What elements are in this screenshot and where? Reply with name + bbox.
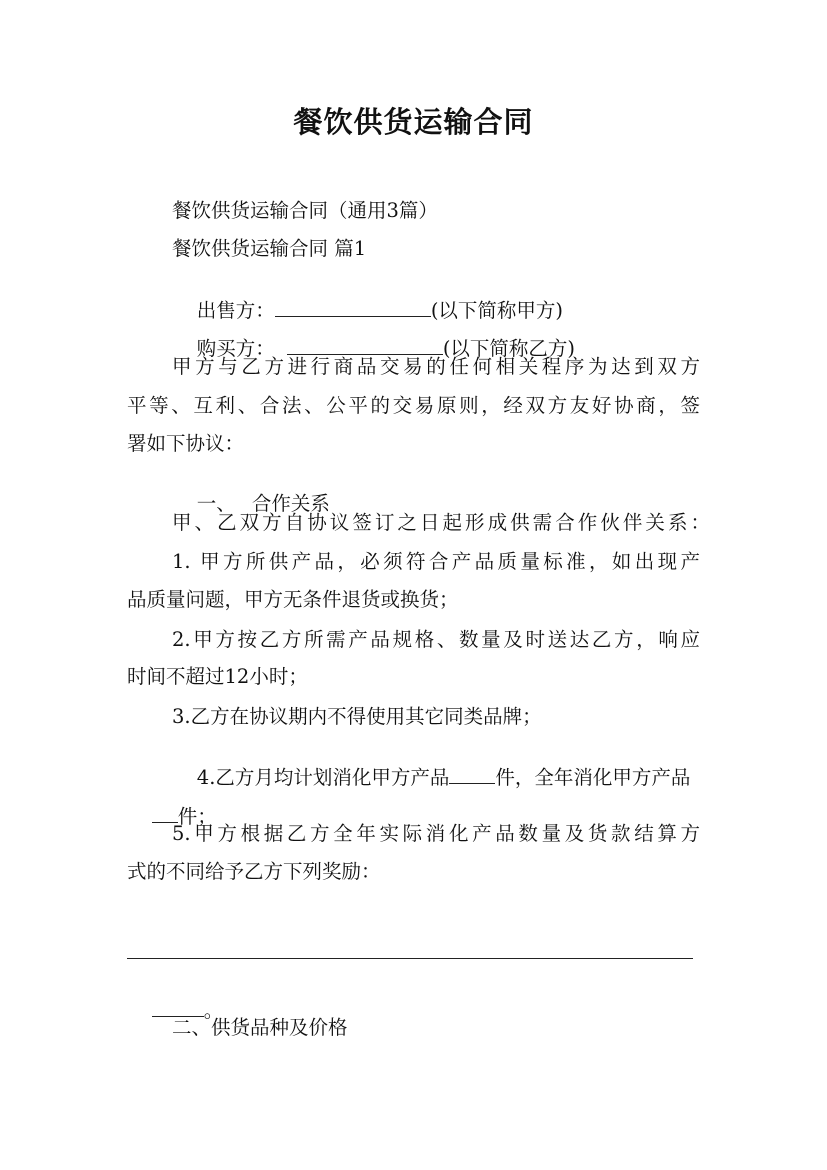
reward-blank-short	[152, 999, 204, 1017]
intro-paragraph-line2: 平等、互利、合法、公平的交易原则，经双方友好协商，签	[127, 394, 700, 417]
seller-label: 出售方：	[196, 298, 275, 322]
item2-line2: 时间不超过12小时；	[127, 665, 308, 688]
intro-paragraph-line1: 甲方与乙方进行商品交易的任何相关程序为达到双方	[172, 355, 700, 378]
intro-paragraph-line3: 署如下协议：	[127, 432, 245, 455]
section1-title: 合作关系	[251, 491, 330, 515]
buyer-suffix: (以下简称乙方)	[442, 336, 576, 360]
item4-line1	[172, 746, 690, 807]
item1-line1: 1. 甲方所供产品，必须符合产品质量标准，如出现产	[172, 550, 700, 573]
item4-text-part1: 4.乙方月均计划消化甲方产品	[196, 765, 450, 789]
section1-lead: 甲、乙双方自协议签订之日起形成供需合作伙伴关系：	[172, 511, 710, 534]
item5-line2: 式的不同给予乙方下列奖励：	[127, 860, 381, 883]
reward-blank-line	[127, 958, 693, 959]
buyer-blank	[287, 337, 443, 355]
part-heading: 餐饮供货运输合同 篇1	[172, 237, 367, 260]
section2-heading: 二、供货品种及价格	[172, 1016, 348, 1039]
seller-blank	[275, 299, 431, 317]
item2-line1: 2.甲方按乙方所需产品规格、数量及时送达乙方，响应	[172, 628, 700, 651]
buyer-label: 购买方：	[196, 336, 275, 360]
reward-period: 。	[203, 998, 224, 1022]
item4-annual-blank	[152, 805, 178, 823]
document-title: 餐饮供货运输合同	[293, 105, 534, 139]
item4-text-part2: 件，全年消化甲方产品	[495, 765, 691, 789]
item1-line2: 品质量问题，甲方无条件退货或换货；	[127, 588, 459, 611]
item4-end: 件；	[177, 804, 217, 828]
subtitle: 餐饮供货运输合同（通用3篇）	[172, 199, 438, 222]
item3: 3.乙方在协议期内不得使用其它同类品牌；	[172, 705, 542, 728]
item4-monthly-blank	[449, 766, 495, 784]
item5-line1: 5.甲方根据乙方全年实际消化产品数量及货款结算方	[172, 822, 700, 845]
section1-number: 一、	[196, 491, 236, 515]
seller-suffix: (以下简称甲方)	[430, 298, 564, 322]
